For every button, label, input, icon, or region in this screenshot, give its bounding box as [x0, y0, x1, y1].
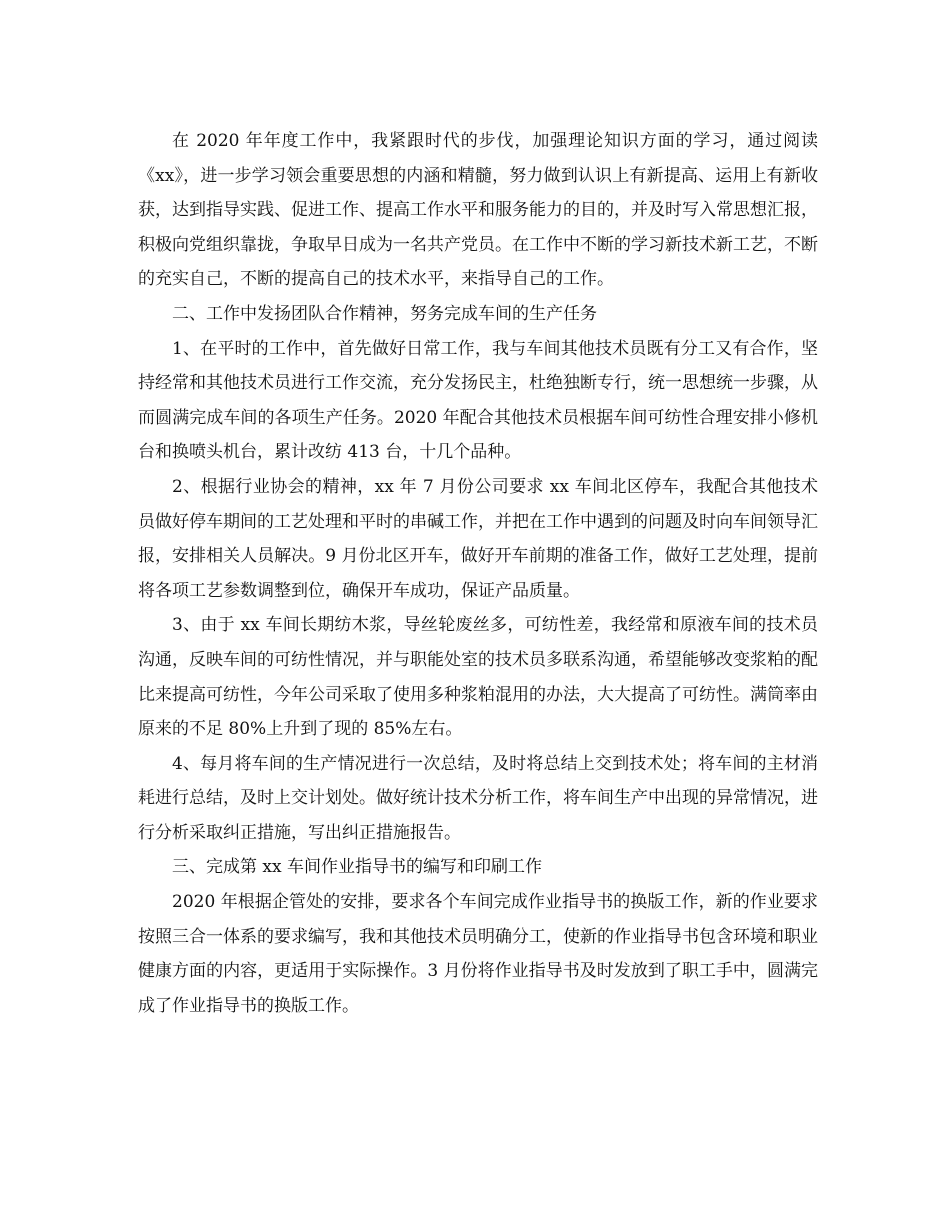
document-body: [138, 124, 818, 1023]
paragraph-guide: 2020 年根据企管处的安排，要求各个车间完成作业指导书的换版工作，新的作业要求按照三合一体系的要求编写，我和其他技术员明确分工，使新的作业指导书包含环境和职业健康方面的内容，更适用于实际操作。3 月份将作业指导书及时发放到了职工手中，圆满完成了作业指导书的换版工作。: [138, 892, 818, 1016]
paragraph-item-3: 3、由于 xx 车间长期纺木浆，导丝轮废丝多，可纺性差，我经常和原液车间的技术员沟通，反映车间的可纺性情况，并与职能处室的技术员多联系沟通，希望能够改变浆粕的配比来提高可纺性，今年公司采取了使用多种浆粕混用的办法，大大提高了可纺性。满筒率由原来的不足 80%上升到了现的 85%左右。: [138, 615, 818, 740]
paragraph-item-2: 2、根据行业协会的精神，xx 年 7 月份公司要求 xx 车间北区停车，我配合其他技术员做好停车期间的工艺处理和平时的串碱工作，并把在工作中遇到的问题及时向车间领导汇报，安排相关人员解决。9 月份北区开车，做好开车前期的准备工作，做好工艺处理，提前将各项工艺参数调整到位，确保开车成功，保证产品质量。: [138, 476, 818, 601]
paragraph-item-1: 1、在平时的工作中，首先做好日常工作，我与车间其他技术员既有分工又有合作，坚持经常和其他技术员进行工作交流，充分发扬民主，杜绝独断专行，统一思想统一步骤，从而圆满完成车间的各项生产任务。2020 年配合其他技术员根据车间可纺性合理安排小修机台和换喷头机台，累计改纺 413 台，十几个品种。: [138, 338, 818, 463]
paragraph-study: 在 2020 年年度工作中，我紧跟时代的步伐，加强理论知识方面的学习，通过阅读《xx》，进一步学习领会重要思想的内涵和精髓，努力做到认识上有新提高、运用上有新收获，达到指导实践、促进工作、提高工作水平和服务能力的目的，并及时写入常思想汇报，积极向党组织靠拢，争取早日成为一名共产党员。在工作中不断的学习新技术新工艺，不断的充实自己，不断的提高自己的技术水平，来指导自己的工作。: [138, 131, 818, 290]
paragraph-item-4: 4、每月将车间的生产情况进行一次总结，及时将总结上交到技术处；将车间的主材消耗进行总结，及时上交计划处。做好统计技术分析工作，将车间生产中出现的异常情况，进行分析采取纠正措施，写出纠正措施报告。: [138, 753, 818, 843]
section-heading-guide: 三、完成第 xx 车间作业指导书的编写和印刷工作: [172, 857, 542, 878]
section-heading-teamwork: 二、工作中发扬团队合作精神，努务完成车间的生产任务: [172, 303, 597, 324]
